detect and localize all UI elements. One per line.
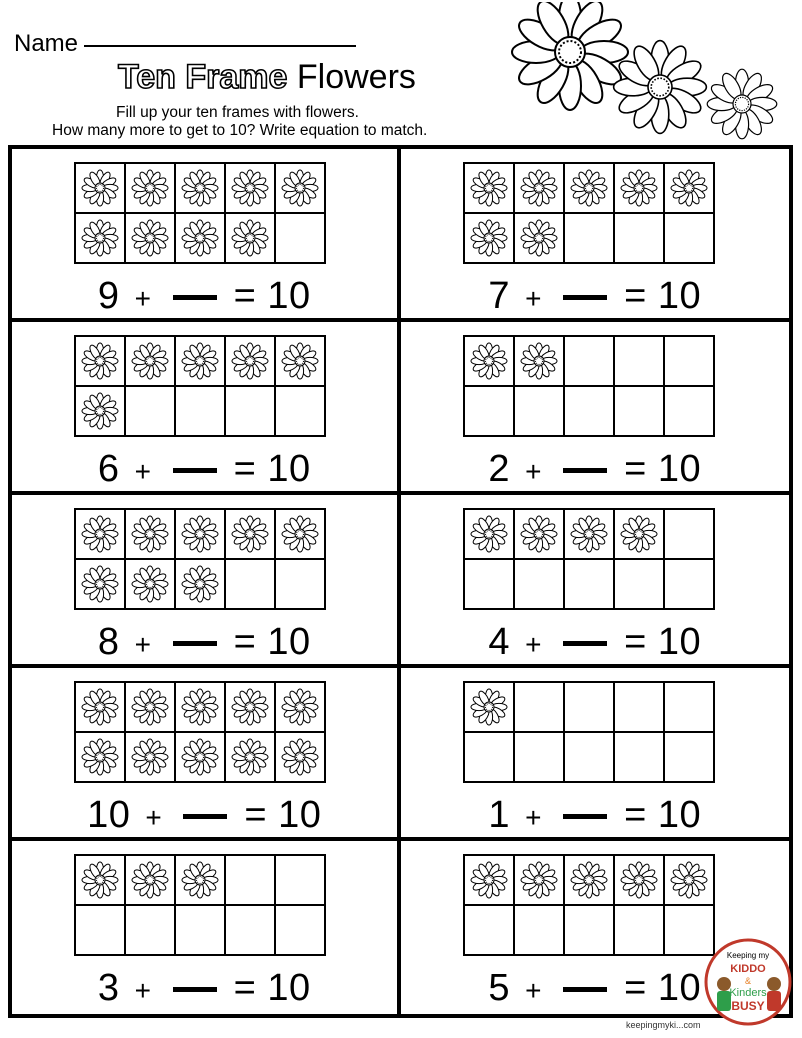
plus-sign: + bbox=[134, 283, 152, 314]
equation-addend: 9 bbox=[97, 275, 120, 317]
name-label: Name bbox=[14, 30, 79, 57]
answer-blank[interactable] bbox=[563, 468, 607, 473]
equation bbox=[401, 275, 790, 318]
daisy-icon bbox=[80, 514, 120, 554]
problem-cell-9 bbox=[12, 841, 401, 1014]
frame-box-filled bbox=[664, 855, 714, 905]
frame-box-filled bbox=[175, 213, 225, 263]
frame-box-empty bbox=[464, 386, 514, 436]
frame-box-empty bbox=[564, 386, 614, 436]
daisy-icon bbox=[180, 168, 220, 208]
ten-frame bbox=[74, 854, 326, 956]
frame-box-filled bbox=[75, 509, 125, 559]
frame-box-filled bbox=[175, 509, 225, 559]
frame-box-empty bbox=[464, 559, 514, 609]
ten-frame bbox=[463, 508, 715, 610]
frame-box-empty bbox=[564, 559, 614, 609]
frame-box-filled bbox=[125, 509, 175, 559]
equation-total: 10 bbox=[657, 448, 702, 490]
frame-box-filled bbox=[175, 336, 225, 386]
frame-box-filled bbox=[275, 163, 325, 213]
plus-sign: + bbox=[525, 802, 542, 833]
problem-cell-4 bbox=[401, 322, 790, 495]
frame-box-filled bbox=[614, 855, 664, 905]
plus-sign: + bbox=[525, 975, 542, 1006]
frame-box-filled bbox=[514, 336, 564, 386]
daisy-icon bbox=[180, 341, 220, 381]
daisy-icon bbox=[519, 860, 559, 900]
frame-box-empty bbox=[664, 386, 714, 436]
frame-box-filled bbox=[125, 213, 175, 263]
frame-box-empty bbox=[664, 509, 714, 559]
problem-cell-7 bbox=[12, 668, 401, 841]
plus-sign: + bbox=[145, 802, 163, 833]
problem-cell-3 bbox=[12, 322, 401, 495]
frame-box-empty bbox=[75, 905, 125, 955]
frame-box-filled bbox=[75, 682, 125, 732]
frame-box-filled bbox=[564, 163, 614, 213]
daisy-icon bbox=[230, 737, 270, 777]
problem-cell-2 bbox=[401, 149, 790, 322]
name-line[interactable] bbox=[84, 45, 356, 47]
equation-total: 10 bbox=[657, 275, 702, 317]
frame-box-empty bbox=[664, 336, 714, 386]
equation-total: 10 bbox=[267, 621, 311, 663]
frame-box-filled bbox=[75, 163, 125, 213]
frame-box-filled bbox=[464, 682, 514, 732]
answer-blank[interactable] bbox=[563, 641, 607, 646]
problem-cell-6 bbox=[401, 495, 790, 668]
frame-box-empty bbox=[175, 905, 225, 955]
equation-addend: 5 bbox=[488, 967, 511, 1009]
daisy-icon bbox=[280, 687, 320, 727]
daisy-icon bbox=[469, 168, 509, 208]
daisy-icon bbox=[80, 737, 120, 777]
frame-box-empty bbox=[614, 905, 664, 955]
equals-sign: = bbox=[624, 967, 647, 1009]
frame-box-filled bbox=[75, 855, 125, 905]
equals-sign: = bbox=[244, 794, 268, 836]
frame-box-empty bbox=[125, 386, 175, 436]
frame-box-empty bbox=[275, 213, 325, 263]
frame-box-filled bbox=[175, 682, 225, 732]
frame-box-filled bbox=[514, 855, 564, 905]
instruction-line-2: How many more to get to 10? Write equation to match. bbox=[52, 122, 428, 139]
frame-box-empty bbox=[564, 732, 614, 782]
daisy-icon bbox=[469, 514, 509, 554]
daisy-icon bbox=[230, 168, 270, 208]
equals-sign: = bbox=[624, 275, 647, 317]
daisy-icon bbox=[280, 168, 320, 208]
daisy-icon bbox=[180, 218, 220, 258]
svg-text:Kinders: Kinders bbox=[729, 987, 767, 999]
daisy-icon bbox=[469, 218, 509, 258]
title-plain-text: Flowers bbox=[296, 58, 416, 96]
equation bbox=[401, 621, 790, 664]
frame-box-empty bbox=[514, 905, 564, 955]
frame-box-empty bbox=[125, 905, 175, 955]
daisy-icon bbox=[669, 860, 709, 900]
frame-box-filled bbox=[225, 509, 275, 559]
frame-box-filled bbox=[514, 213, 564, 263]
frame-box-empty bbox=[225, 559, 275, 609]
daisy-icon bbox=[180, 737, 220, 777]
frame-box-empty bbox=[664, 213, 714, 263]
frame-box-filled bbox=[125, 336, 175, 386]
frame-box-filled bbox=[464, 855, 514, 905]
frame-box-filled bbox=[75, 386, 125, 436]
daisy-icon bbox=[130, 860, 170, 900]
equation-addend: 7 bbox=[488, 275, 511, 317]
frame-box-empty bbox=[564, 213, 614, 263]
frame-box-filled bbox=[464, 213, 514, 263]
frame-box-empty bbox=[514, 732, 564, 782]
frame-box-filled bbox=[614, 509, 664, 559]
daisy-icon bbox=[469, 341, 509, 381]
frame-box-filled bbox=[225, 732, 275, 782]
frame-box-empty bbox=[514, 559, 564, 609]
daisy-icon bbox=[519, 514, 559, 554]
daisy-icon bbox=[80, 168, 120, 208]
plus-sign: + bbox=[134, 456, 152, 487]
frame-box-empty bbox=[225, 855, 275, 905]
frame-box-filled bbox=[125, 163, 175, 213]
frame-box-filled bbox=[75, 732, 125, 782]
frame-box-filled bbox=[175, 559, 225, 609]
frame-box-filled bbox=[275, 682, 325, 732]
equation-addend: 8 bbox=[97, 621, 120, 663]
ten-frame bbox=[463, 162, 715, 264]
daisy-icon bbox=[80, 341, 120, 381]
daisy-icon bbox=[130, 687, 170, 727]
answer-blank[interactable] bbox=[563, 295, 607, 300]
frame-box-empty bbox=[464, 905, 514, 955]
frame-box-filled bbox=[464, 163, 514, 213]
frame-box-filled bbox=[275, 509, 325, 559]
frame-box-empty bbox=[175, 386, 225, 436]
equation-addend: 1 bbox=[488, 794, 511, 836]
equals-sign: = bbox=[233, 967, 257, 1009]
daisy-icon bbox=[80, 218, 120, 258]
frame-box-filled bbox=[75, 213, 125, 263]
equation bbox=[12, 448, 397, 491]
daisy-icon bbox=[619, 860, 659, 900]
frame-box-filled bbox=[175, 855, 225, 905]
equation bbox=[401, 794, 790, 837]
title-outline-text: Ten Frame bbox=[118, 58, 288, 96]
frame-box-filled bbox=[75, 336, 125, 386]
daisy-icon bbox=[180, 514, 220, 554]
plus-sign: + bbox=[525, 456, 542, 487]
answer-blank[interactable] bbox=[183, 814, 227, 819]
daisy-icon bbox=[230, 341, 270, 381]
equation bbox=[12, 621, 397, 664]
plus-sign: + bbox=[525, 629, 542, 660]
equation bbox=[12, 275, 397, 318]
daisy-icon bbox=[130, 341, 170, 381]
equation-total: 10 bbox=[278, 794, 322, 836]
frame-box-empty bbox=[564, 905, 614, 955]
instruction-line-1: Fill up your ten frames with flowers. bbox=[116, 104, 359, 121]
daisy-icon bbox=[80, 860, 120, 900]
daisy-icon bbox=[130, 514, 170, 554]
daisy-icon bbox=[280, 341, 320, 381]
answer-blank[interactable] bbox=[173, 987, 217, 992]
frame-box-empty bbox=[664, 559, 714, 609]
frame-box-filled bbox=[225, 682, 275, 732]
equation bbox=[12, 794, 397, 837]
daisy-icon bbox=[469, 687, 509, 727]
equation bbox=[12, 967, 397, 1010]
daisy-icon bbox=[619, 514, 659, 554]
frame-box-filled bbox=[564, 509, 614, 559]
worksheet-grid bbox=[8, 145, 793, 1018]
daisy-icon bbox=[80, 564, 120, 604]
equation-addend: 10 bbox=[87, 794, 131, 836]
daisy-icon bbox=[80, 687, 120, 727]
answer-blank[interactable] bbox=[173, 641, 217, 646]
frame-box-empty bbox=[614, 682, 664, 732]
daisy-icon bbox=[519, 218, 559, 258]
equation-total: 10 bbox=[657, 621, 702, 663]
frame-box-filled bbox=[125, 732, 175, 782]
daisy-icon bbox=[130, 218, 170, 258]
ten-frame bbox=[74, 335, 326, 437]
daisy-icon bbox=[130, 168, 170, 208]
frame-box-empty bbox=[275, 855, 325, 905]
plus-sign: + bbox=[525, 283, 542, 314]
daisy-icon bbox=[619, 168, 659, 208]
frame-box-empty bbox=[614, 213, 664, 263]
daisy-icon bbox=[519, 168, 559, 208]
daisy-icon bbox=[569, 514, 609, 554]
equation-addend: 6 bbox=[97, 448, 120, 490]
svg-text:&: & bbox=[744, 976, 752, 986]
equation-total: 10 bbox=[267, 275, 311, 317]
frame-box-empty bbox=[275, 386, 325, 436]
brand-logo bbox=[704, 938, 792, 1026]
frame-box-filled bbox=[175, 163, 225, 213]
problem-cell-1 bbox=[12, 149, 401, 322]
daisy-icon bbox=[80, 391, 120, 431]
ten-frame bbox=[74, 162, 326, 264]
equation-addend: 4 bbox=[488, 621, 511, 663]
equation bbox=[401, 448, 790, 491]
daisy-icon bbox=[569, 860, 609, 900]
frame-box-empty bbox=[564, 682, 614, 732]
equation-addend: 3 bbox=[97, 967, 120, 1009]
ten-frame bbox=[74, 508, 326, 610]
ten-frame bbox=[74, 681, 326, 783]
equals-sign: = bbox=[624, 621, 647, 663]
ten-frame bbox=[463, 335, 715, 437]
frame-box-empty bbox=[664, 732, 714, 782]
answer-blank[interactable] bbox=[173, 468, 217, 473]
frame-box-filled bbox=[75, 559, 125, 609]
frame-box-filled bbox=[275, 732, 325, 782]
svg-text:Keeping my: Keeping my bbox=[726, 951, 770, 960]
daisy-icon bbox=[230, 514, 270, 554]
ten-frame bbox=[463, 681, 715, 783]
svg-text:BUSY: BUSY bbox=[731, 999, 765, 1013]
frame-box-filled bbox=[125, 855, 175, 905]
frame-box-filled bbox=[225, 213, 275, 263]
daisy-icon bbox=[669, 168, 709, 208]
problem-cell-5 bbox=[12, 495, 401, 668]
answer-blank[interactable] bbox=[563, 987, 607, 992]
frame-box-filled bbox=[514, 163, 564, 213]
frame-box-empty bbox=[614, 559, 664, 609]
frame-box-filled bbox=[464, 336, 514, 386]
equals-sign: = bbox=[624, 448, 647, 490]
frame-box-empty bbox=[614, 336, 664, 386]
frame-box-filled bbox=[614, 163, 664, 213]
frame-box-empty bbox=[464, 732, 514, 782]
frame-box-filled bbox=[125, 682, 175, 732]
svg-text:KIDDO: KIDDO bbox=[730, 963, 766, 975]
daisy-icon bbox=[569, 168, 609, 208]
frame-box-filled bbox=[664, 163, 714, 213]
equals-sign: = bbox=[233, 275, 257, 317]
daisy-icon bbox=[519, 341, 559, 381]
daisy-icon bbox=[180, 564, 220, 604]
decorative-daisies-icon bbox=[470, 2, 800, 162]
frame-box-filled bbox=[464, 509, 514, 559]
daisy-icon bbox=[469, 860, 509, 900]
frame-box-empty bbox=[564, 336, 614, 386]
equation-addend: 2 bbox=[488, 448, 511, 490]
frame-box-filled bbox=[225, 336, 275, 386]
name-field[interactable] bbox=[14, 30, 356, 58]
frame-box-empty bbox=[225, 905, 275, 955]
daisy-icon bbox=[230, 687, 270, 727]
answer-blank[interactable] bbox=[563, 814, 607, 819]
daisy-icon bbox=[280, 514, 320, 554]
frame-box-filled bbox=[175, 732, 225, 782]
footer-url: keepingmyki...com bbox=[626, 1020, 701, 1030]
frame-box-filled bbox=[275, 336, 325, 386]
page-title bbox=[118, 58, 416, 97]
daisy-icon bbox=[180, 860, 220, 900]
equals-sign: = bbox=[624, 794, 647, 836]
frame-box-empty bbox=[275, 905, 325, 955]
equation-total: 10 bbox=[657, 967, 702, 1009]
plus-sign: + bbox=[134, 975, 152, 1006]
plus-sign: + bbox=[134, 629, 152, 660]
frame-box-empty bbox=[225, 386, 275, 436]
daisy-icon bbox=[280, 737, 320, 777]
equation-total: 10 bbox=[267, 448, 311, 490]
frame-box-filled bbox=[125, 559, 175, 609]
equals-sign: = bbox=[233, 448, 257, 490]
equation-total: 10 bbox=[657, 794, 702, 836]
frame-box-filled bbox=[514, 509, 564, 559]
daisy-icon bbox=[230, 218, 270, 258]
frame-box-empty bbox=[664, 682, 714, 732]
equals-sign: = bbox=[233, 621, 257, 663]
equation-total: 10 bbox=[267, 967, 311, 1009]
daisy-icon bbox=[130, 564, 170, 604]
frame-box-filled bbox=[564, 855, 614, 905]
frame-box-empty bbox=[275, 559, 325, 609]
daisy-icon bbox=[180, 687, 220, 727]
frame-box-filled bbox=[225, 163, 275, 213]
frame-box-empty bbox=[614, 386, 664, 436]
daisy-icon bbox=[130, 737, 170, 777]
frame-box-empty bbox=[514, 386, 564, 436]
frame-box-empty bbox=[614, 732, 664, 782]
problem-cell-8 bbox=[401, 668, 790, 841]
ten-frame bbox=[463, 854, 715, 956]
frame-box-empty bbox=[514, 682, 564, 732]
answer-blank[interactable] bbox=[173, 295, 217, 300]
